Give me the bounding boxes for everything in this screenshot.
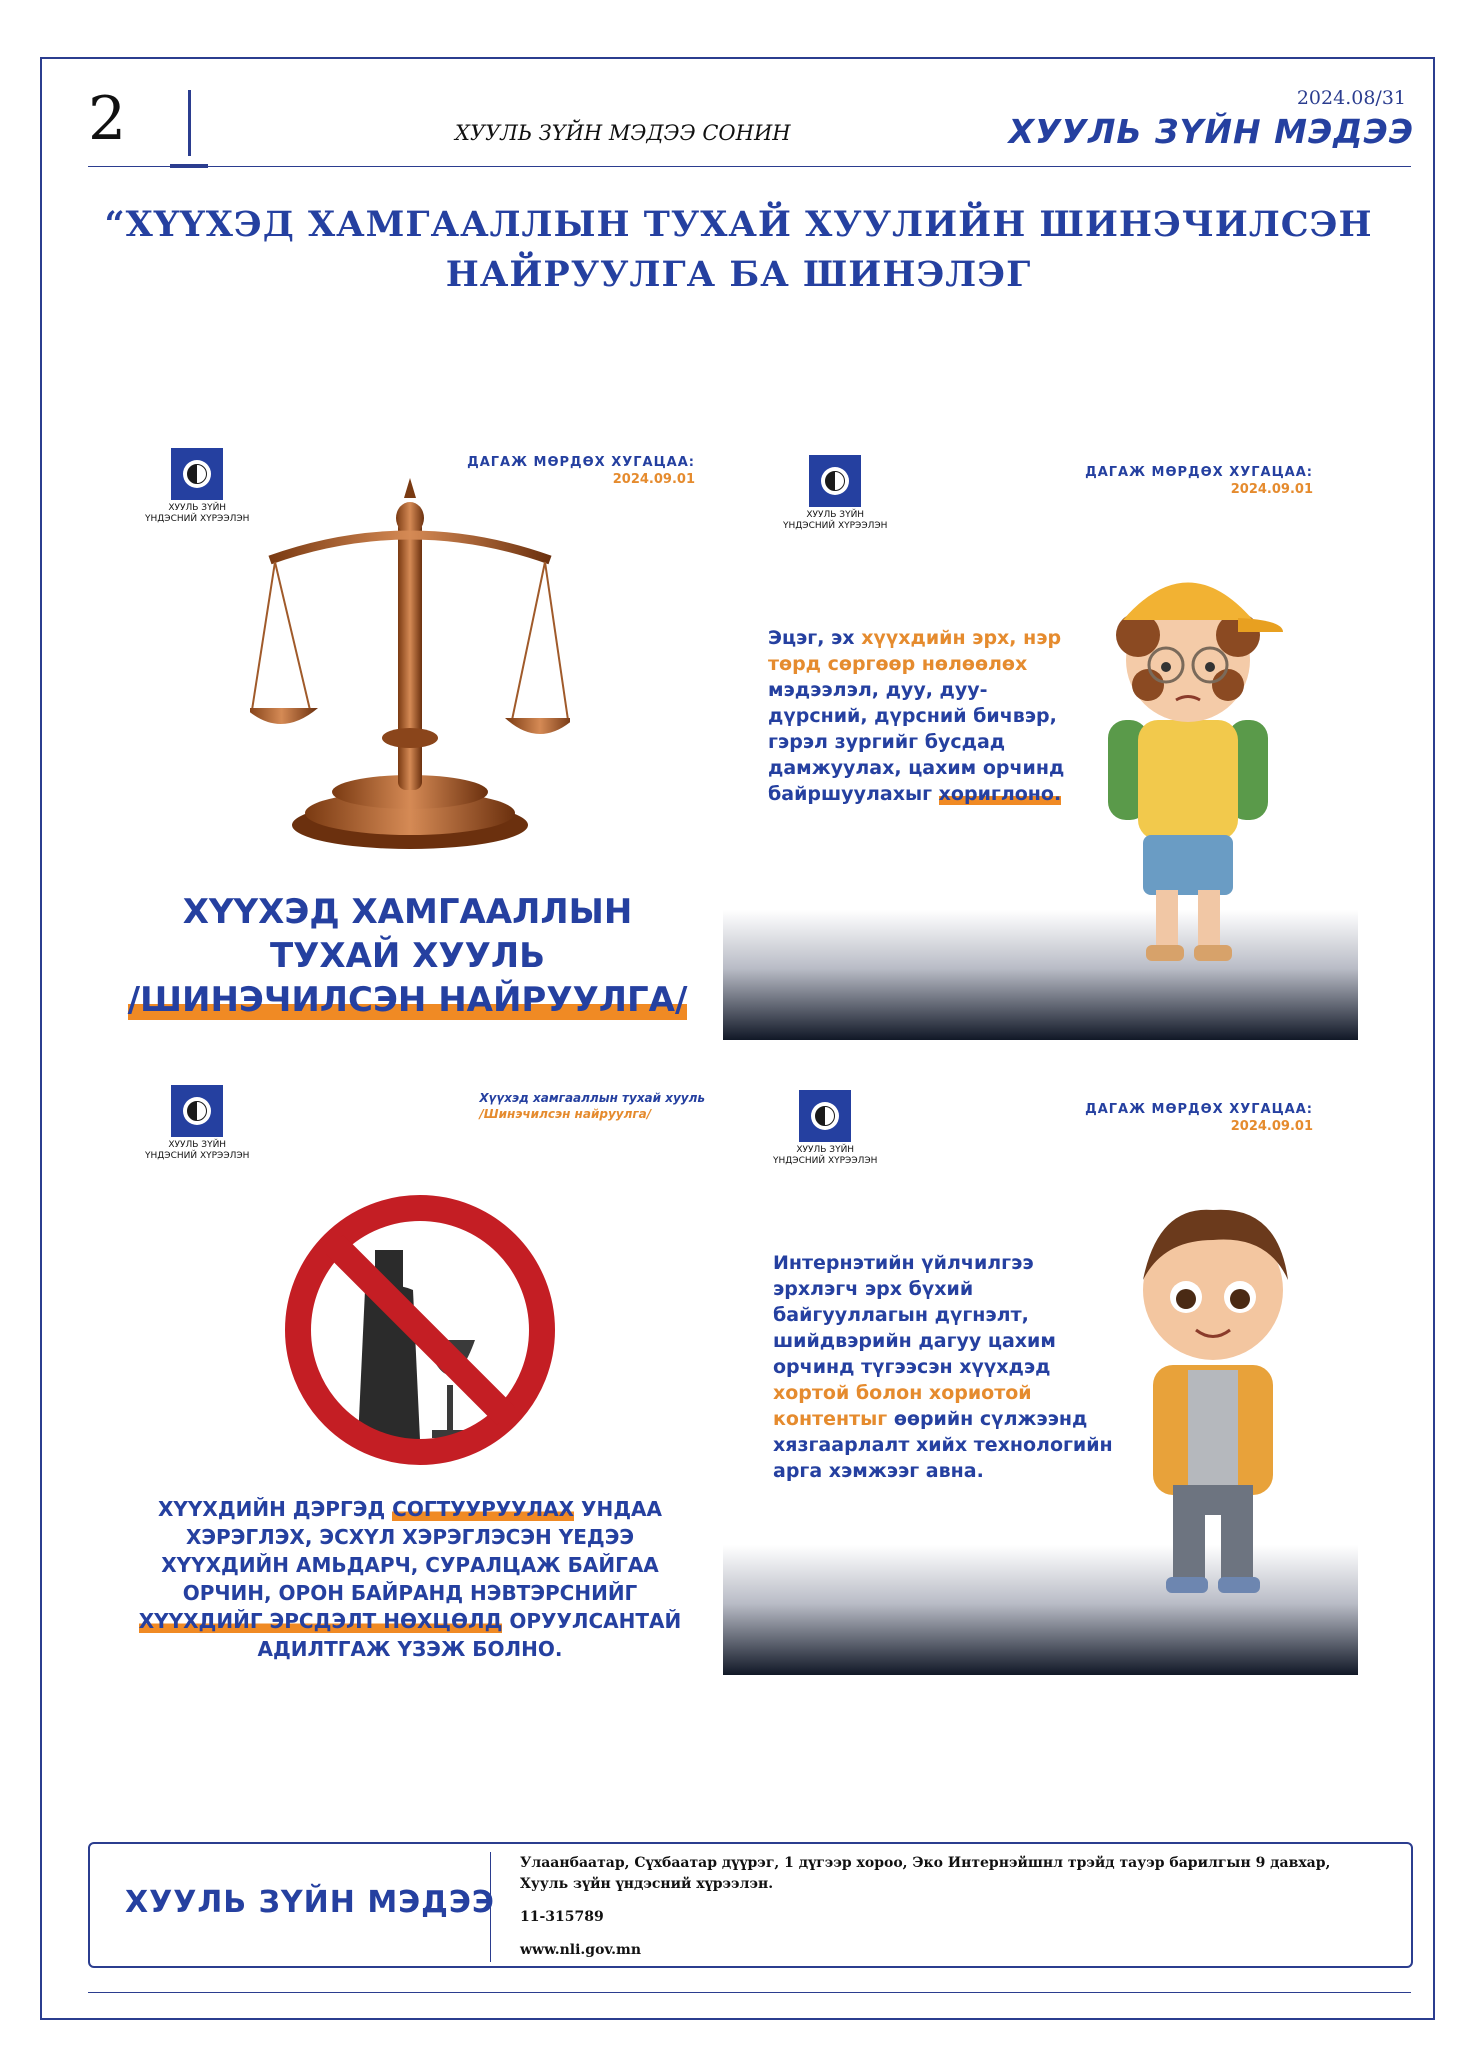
alcohol-text: ХҮҮХДИЙН ДЭРГЭД СОГТУУРУУЛАХ УНДАА ХЭРЭГЛЭХ, ЭСХҮЛ ХЭРЭГЛЭСЭН ҮЕДЭЭ ХҮҮХДИЙН АМЬДАРЧ, СУРАЛЦАЖ БАЙГАА ОРЧИН, ОРОН БАЙРАНД НЭВТЭРСНИЙГ ХҮҮХДИЙГ ЭРСДЭЛТ НӨХЦӨЛД ОРУУЛСАНТАЙ АДИЛТГАЖ ҮЗЭЖ БОЛНО. [138, 1497, 682, 1661]
infographic-alcohol [100, 1070, 715, 1680]
smiling-boy-illustration-icon [1118, 1185, 1308, 1605]
sad-boy-illustration-icon [1078, 550, 1308, 980]
footer-phone: 11-315789 [520, 1909, 604, 1925]
footer-brand: ХУУЛЬ ЗҮЙН МЭДЭЭ [125, 1885, 495, 1920]
page-number: 2 [88, 84, 127, 154]
internet-text: Интернэтийн үйлчилгээ эрхлэгч эрх бүхий байгууллагын дүгнэлт, шийдвэрийн дагуу цахим орчинд түгээсэн хүүхдэд хортой болон хориотой контентыг өөрийн сүлжээнд хязгаарлалт хийх технологийн арга хэмжээг авна. [773, 1252, 1113, 1482]
header-divider [188, 90, 191, 156]
infographic-scales [100, 430, 715, 1030]
deadline-label: ДАГАЖ МӨРДӨХ ХУГАЦАА: 2024.09.01 [1085, 465, 1313, 497]
yin-yang-logo-icon [171, 1085, 223, 1137]
footer-contact [520, 1853, 1330, 1961]
infographic-internet [723, 1075, 1358, 1675]
institute-logo: ХУУЛЬ ЗҮЙН ҮНДЭСНИЙ ХҮРЭЭЛЭН [783, 455, 887, 532]
institute-logo: ХУУЛЬ ЗҮЙН ҮНДЭСНИЙ ХҮРЭЭЛЭН [773, 1090, 877, 1167]
institute-logo: ХУУЛЬ ЗҮЙН ҮНДЭСНИЙ ХҮРЭЭЛЭН [145, 448, 249, 525]
footer-address: Улаанбаатар, Сүхбаатар дүүрэг, 1 дүгээр хороо, Эко Интернэйшнл трэйд тауэр барилгын 9 давхар, Хууль зүйн үндэсний хүрээлэн. [520, 1855, 1331, 1892]
law-title: ХҮҮХЭД ХАМГААЛЛЫН ТУХАЙ ХУУЛЬ /ШИНЭЧИЛСЭН НАЙРУУЛГА/ [127, 892, 688, 1020]
masthead-brand: ХУУЛЬ ЗҮЙН МЭДЭЭ [1008, 112, 1414, 151]
scales-of-justice-icon [250, 470, 570, 870]
privacy-text: Эцэг, эх хүүхдийн эрх, нэр төрд сөргөөр нөлөөлөх мэдээлэл, дуу, дуу-дүрсний, дүрсний бичвэр, гэрэл зургийг бусдад дамжуулах, цахим орчинд байршуулахыг хориглоно. [768, 627, 1065, 805]
deadline-label: ДАГАЖ МӨРДӨХ ХУГАЦАА: 2024.09.01 [1085, 1102, 1313, 1134]
institute-logo: ХУУЛЬ ЗҮЙН ҮНДЭСНИЙ ХҮРЭЭЛЭН [145, 1085, 249, 1162]
issue-date: 2024.08/31 [1296, 87, 1406, 109]
law-reference: Хүүхэд хамгааллын тухай хууль /Шинэчилсэн найруулга/ [479, 1091, 705, 1121]
no-alcohol-icon [280, 1190, 560, 1470]
deadline-label: ДАГАЖ МӨРДӨХ ХУГАЦАА: 2024.09.01 [467, 455, 695, 487]
page-title: “ХҮҮХЭД ХАМГААЛЛЫН ТУХАЙ ХУУЛИЙН ШИНЭЧИЛСЭН НАЙРУУЛГА БА ШИНЭЛЭГ [104, 204, 1373, 295]
yin-yang-logo-icon [171, 448, 223, 500]
paper-name: ХУУЛЬ ЗҮЙН МЭДЭЭ СОНИН [455, 121, 791, 145]
yin-yang-logo-icon [799, 1090, 851, 1142]
header-rule [88, 166, 1411, 167]
infographic-privacy [723, 440, 1358, 1040]
yin-yang-logo-icon [809, 455, 861, 507]
bottom-rule [88, 1992, 1411, 1993]
footer-website[interactable]: www.nli.gov.mn [520, 1942, 642, 1958]
